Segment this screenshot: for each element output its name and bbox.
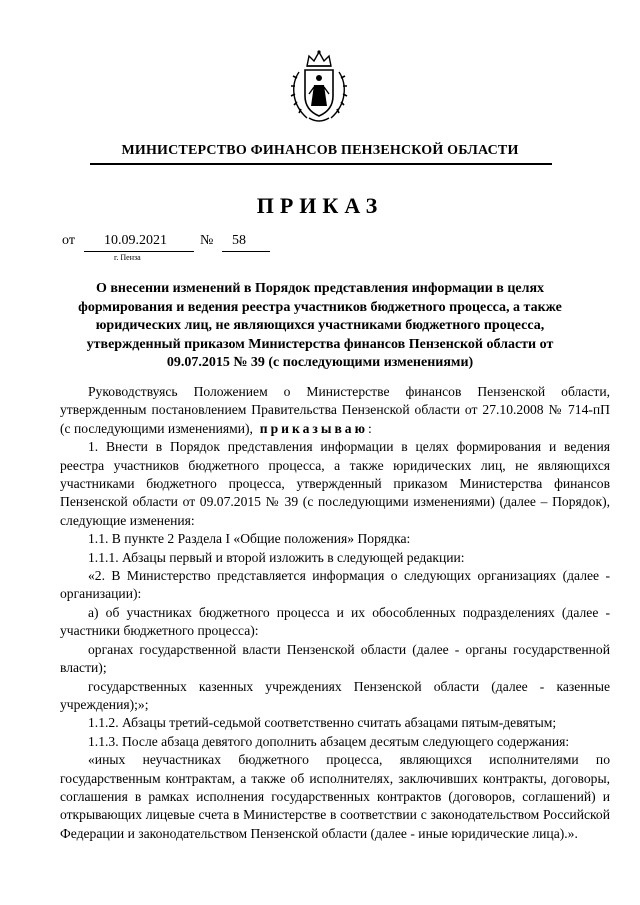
number-underline bbox=[222, 251, 270, 252]
paragraph: «иных неучастниках бюджетного процесса, являющихся исполнителями по государственным контрактам, а также об исполнителях, заключивших контракты, договоры, соглашения в рамках исполнения государственных контрактов (договоров, соглашений) и открывающих лицевые счета в Министерстве в соответствии с законодательством Российской Федерации и законодательством Пензенской области (далее - иные юридические лица).». bbox=[60, 752, 610, 841]
paragraph: государственных казенных учреждениях Пензенской области (далее - казенные учреждения);»; bbox=[60, 678, 610, 712]
order-body bbox=[60, 383, 610, 843]
order-directive: приказываю bbox=[259, 420, 368, 436]
paragraph: 1.1.1. Абзацы первый и второй изложить в следующей редакции: bbox=[88, 549, 465, 565]
paragraph: 1.1.2. Абзацы третий-седьмой соответственно считать абзацами пятым-девятым; bbox=[88, 715, 557, 731]
paragraph-punct: : bbox=[368, 420, 372, 436]
order-number: 58 bbox=[232, 233, 246, 248]
paragraph: органах государственной власти Пензенской области (далее - органы государственной власти); bbox=[60, 641, 610, 676]
paragraph: а) об участниках бюджетного процесса и их обособленных подразделениях (далее - участники бюджетного процесса): bbox=[60, 604, 610, 639]
date-underline bbox=[84, 251, 194, 252]
paragraph: 1.1.3. После абзаца девятого дополнить абзацем десятым следующего содержания: bbox=[88, 733, 570, 749]
paragraph-text: Руководствуясь Положением о Министерстве финансов Пензенской области, утвержденным постановлением Правительства Пензенской области от 27.10.2008 № 714-пП (с последующими изменениями), bbox=[60, 384, 610, 436]
city-label: г. Пенза bbox=[114, 253, 141, 262]
document-type-title: ПРИКАЗ bbox=[256, 193, 384, 218]
header-divider bbox=[90, 163, 552, 165]
paragraph: «2. В Министерство представляется информация о следующих организациях (далее - организации): bbox=[60, 568, 610, 602]
paragraph: 1.1. В пункте 2 Раздела I «Общие положения» Порядка: bbox=[88, 531, 411, 547]
order-date: 10.09.2021 bbox=[104, 233, 167, 248]
paragraph bbox=[60, 383, 610, 438]
paragraph: 1. Внести в Порядок представления информации в целях формирования и ведения реестра участников бюджетного процесса, а также юридических лиц, не являющихся участниками бюджетного процесса, утвержденный приказом Министерства финансов Пензенской области от 09.07.2015 № 39 (с последующими изменениями) (далее – Порядок), следующие изменения: bbox=[60, 439, 610, 528]
order-heading: О внесении изменений в Порядок представления информации в целях формирования и ведения реестра участников бюджетного процесса, а также юридических лиц, не являющихся участниками бюджетного процесса, утвержденный приказом Министерства финансов Пензенской области от 09.07.2015 № 39 (с последующими изменениями) bbox=[78, 281, 562, 370]
ministry-name: МИНИСТЕРСТВО ФИНАНСОВ ПЕНЗЕНСКОЙ ОБЛАСТИ bbox=[121, 143, 519, 158]
penza-oblast-coat-of-arms-icon bbox=[287, 48, 351, 124]
date-prefix-label: от bbox=[62, 233, 75, 248]
number-sign-label: № bbox=[200, 233, 214, 248]
